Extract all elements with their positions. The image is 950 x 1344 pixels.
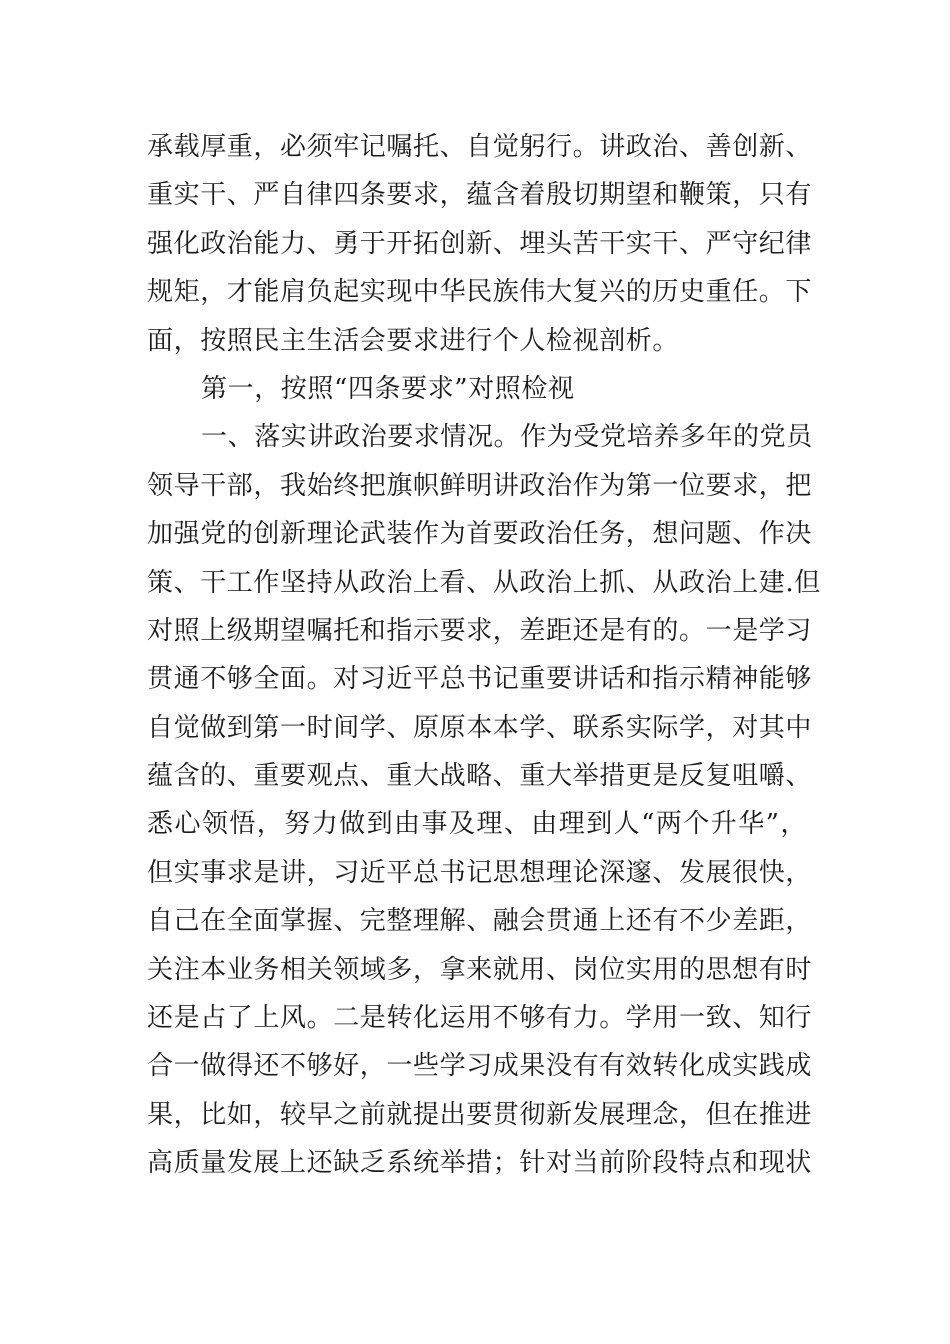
body-text [147,123,821,1188]
text-line: 重实干、严自律四条要求，蕴含着殷切期望和鞭策，只有 [147,180,813,211]
text-line: 对照上级期望嘱托和指示要求，差距还是有的。一是学习 [147,615,813,646]
text-line: 策、干工作坚持从政治上看、从政治上抓、从政治上建.但 [147,567,821,598]
text-line: 规矩，才能肩负起实现中华民族伟大复兴的历史重任。下 [147,277,813,308]
text-line: 关注本业务相关领域多，拿来就用、岗位实用的思想有时 [147,954,813,985]
text-line: 承载厚重，必须牢记嘱托、自觉躬行。讲政治、善创新、 [147,132,813,162]
text-line: 蕴含的、重要观点、重大战略、重大举措更是反复咀嚼、 [147,761,813,792]
text-line: 贯通不够全面。对习近平总书记重要讲话和指示精神能够 [147,664,813,695]
text-line: 自己在全面掌握、完整理解、融会贯通上还有不少差距， [147,906,813,937]
section-heading: 第一，按照“四条要求”对照检视 [201,373,575,404]
text-line: 强化政治能力、勇于开拓创新、埋头苦干实干、严守纪律 [147,228,813,259]
text-line: 加强党的创新理论武装作为首要政治任务，想问题、作决 [147,519,813,550]
text-line: 一、落实讲政治要求情况。作为受党培养多年的党员 [201,422,813,453]
text-line: 但实事求是讲，习近平总书记思想理论深邃、发展很快， [147,857,813,888]
text-line: 自觉做到第一时间学、原原本本学、联系实际学，对其中 [147,712,813,743]
text-line: 合一做得还不够好，一些学习成果没有有效转化成实践成 [147,1051,813,1082]
text-line: 面，按照民主生活会要求进行个人检视剖析。 [147,325,680,356]
text-line: 悉心领悟，努力做到由事及理、由理到人“两个升华”， [147,809,807,840]
text-line: 果，比如，较早之前就提出要贯彻新发展理念，但在推进 [147,1099,813,1130]
text-line: 领导干部，我始终把旗帜鲜明讲政治作为第一位要求，把 [147,470,813,501]
text-line: 还是占了上风。二是转化运用不够有力。学用一致、知行 [147,1003,813,1034]
text-line: 高质量发展上还缺乏系统举措；针对当前阶段特点和现状 [147,1148,813,1179]
